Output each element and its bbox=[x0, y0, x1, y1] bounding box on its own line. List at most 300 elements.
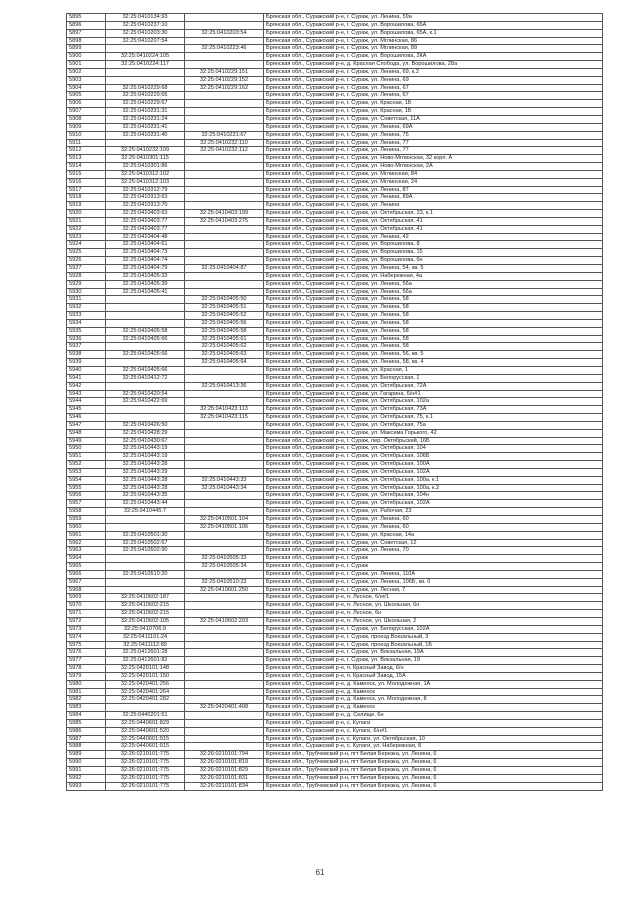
address-cell: Брянская обл., Суражский р-н, г. Сураж, ул. Октябрьская, 102а bbox=[264, 398, 603, 406]
building-number-cell bbox=[185, 390, 264, 398]
address-cell: Брянская обл., Суражский р-н, п. Лесное, 6/н#1 bbox=[264, 594, 603, 602]
parcel-number-cell: 32:25:0410405:66 bbox=[106, 366, 185, 374]
row-number-cell: 5950 bbox=[67, 445, 106, 453]
parcel-number-cell bbox=[106, 359, 185, 367]
row-number-cell: 5985 bbox=[67, 719, 106, 727]
address-cell: Брянская обл., Суражский р-н, п. Красный Завод, 6/н bbox=[264, 665, 603, 673]
address-cell: Брянская обл., Суражский р-н, г. Сураж, ул. Ленина, 77 bbox=[264, 139, 603, 147]
table-row bbox=[67, 115, 603, 123]
row-number-cell: 5948 bbox=[67, 429, 106, 437]
building-number-cell bbox=[185, 547, 264, 555]
table-row bbox=[67, 468, 603, 476]
building-number-cell: 32:25:0410501:104 bbox=[185, 516, 264, 524]
row-number-cell: 5976 bbox=[67, 649, 106, 657]
building-number-cell bbox=[185, 163, 264, 171]
address-cell: Брянская обл., Суражский р-н, д. Каменск bbox=[264, 688, 603, 696]
table-row bbox=[67, 594, 603, 602]
building-number-cell: 32:25:0410223:46 bbox=[185, 45, 264, 53]
building-number-cell: 32:25:0410404:87 bbox=[185, 265, 264, 273]
parcel-number-cell: 32:25:0410430:67 bbox=[106, 437, 185, 445]
address-cell: Брянская обл., Суражский р-н, г. Сураж, ул. Гагарина, 6/н#1 bbox=[264, 390, 603, 398]
table-row bbox=[67, 782, 603, 790]
address-cell: Брянская обл., Суражский р-н, г. Сураж, ул. Ленина, 60 bbox=[264, 516, 603, 524]
address-cell: Брянская обл., Суражский р-н, г. Сураж, ул. Ленина, 110А bbox=[264, 570, 603, 578]
parcel-number-cell: 32:26:0210101:775 bbox=[106, 759, 185, 767]
row-number-cell: 5946 bbox=[67, 414, 106, 422]
table-row bbox=[67, 476, 603, 484]
address-cell: Брянская обл., Суражский р-н, г. Сураж bbox=[264, 563, 603, 571]
row-number-cell: 5952 bbox=[67, 461, 106, 469]
row-number-cell: 5978 bbox=[67, 665, 106, 673]
row-number-cell: 5958 bbox=[67, 508, 106, 516]
parcel-number-cell: 32:25:0410502:67 bbox=[106, 539, 185, 547]
building-number-cell: 32:25:0410413:36 bbox=[185, 382, 264, 390]
parcel-number-cell: 32:25:0410443:44 bbox=[106, 500, 185, 508]
building-number-cell bbox=[185, 37, 264, 45]
row-number-cell: 5975 bbox=[67, 641, 106, 649]
table-row bbox=[67, 649, 603, 657]
table-row bbox=[67, 516, 603, 524]
table-row bbox=[67, 437, 603, 445]
row-number-cell: 5968 bbox=[67, 586, 106, 594]
row-number-cell: 5981 bbox=[67, 688, 106, 696]
address-cell: Брянская обл., Суражский р-н, п. Лесное, ул. Школьная, 6н bbox=[264, 602, 603, 610]
row-number-cell: 5973 bbox=[67, 625, 106, 633]
parcel-number-cell bbox=[106, 343, 185, 351]
table-row bbox=[67, 155, 603, 163]
building-number-cell bbox=[185, 712, 264, 720]
address-cell: Брянская обл., Суражский р-н, г. Сураж, ул. Набережная, 4а bbox=[264, 272, 603, 280]
address-cell: Брянская обл., Суражский р-н, г. Сураж, ул. Красная, 14а bbox=[264, 531, 603, 539]
building-number-cell bbox=[185, 61, 264, 69]
row-number-cell: 5930 bbox=[67, 288, 106, 296]
building-number-cell bbox=[185, 272, 264, 280]
row-number-cell: 5932 bbox=[67, 304, 106, 312]
address-cell: Брянская обл., Суражский р-н, г. Сураж, пер. Октябрьский, 16Б bbox=[264, 437, 603, 445]
table-row bbox=[67, 665, 603, 673]
table-row bbox=[67, 414, 603, 422]
table-row bbox=[67, 751, 603, 759]
row-number-cell: 5924 bbox=[67, 241, 106, 249]
table-row bbox=[67, 570, 603, 578]
parcel-number-cell bbox=[106, 304, 185, 312]
address-cell: Брянская обл., Суражский р-н, г. Сураж, ул. Октябрьская, 100а, к.2 bbox=[264, 484, 603, 492]
table-row bbox=[67, 712, 603, 720]
address-cell: Брянская обл., Суражский р-н, г. Сураж, ул. Советская, 11А bbox=[264, 115, 603, 123]
parcel-number-cell: 32:25:0411112:89 bbox=[106, 641, 185, 649]
row-number-cell: 5940 bbox=[67, 366, 106, 374]
address-cell: Брянская обл., Суражский р-н, г. Сураж, проезд Вокзальный, 1Б bbox=[264, 641, 603, 649]
table-row bbox=[67, 461, 603, 469]
building-number-cell bbox=[185, 14, 264, 22]
parcel-number-cell bbox=[106, 523, 185, 531]
parcel-number-cell: 32:25:0410501:30 bbox=[106, 531, 185, 539]
address-cell: Брянская обл., Суражский р-н, г. Сураж, ул. Ленина, 75 bbox=[264, 131, 603, 139]
building-number-cell bbox=[185, 21, 264, 29]
row-number-cell: 5979 bbox=[67, 672, 106, 680]
row-number-cell: 5907 bbox=[67, 108, 106, 116]
building-number-cell: 32:25:0410231:67 bbox=[185, 131, 264, 139]
address-cell: Брянская обл., Суражский р-н, г. Сураж, ул. Мглинская, 86 bbox=[264, 37, 603, 45]
parcel-number-cell: 32:25:0410224:105 bbox=[106, 53, 185, 61]
row-number-cell: 5937 bbox=[67, 343, 106, 351]
row-number-cell: 5931 bbox=[67, 296, 106, 304]
row-number-cell: 5900 bbox=[67, 53, 106, 61]
parcel-number-cell: 32:25:0410134:93 bbox=[106, 14, 185, 22]
row-number-cell: 5943 bbox=[67, 390, 106, 398]
building-number-cell: 32:25:0410229:152 bbox=[185, 76, 264, 84]
building-number-cell bbox=[185, 170, 264, 178]
building-number-cell: 32:25:0410405:50 bbox=[185, 296, 264, 304]
parcel-number-cell bbox=[106, 45, 185, 53]
address-cell: Брянская обл., Суражский р-н, г. Сураж, ул. Мглинская, 24 bbox=[264, 178, 603, 186]
parcel-number-cell: 32:25:0420401:256 bbox=[106, 680, 185, 688]
building-number-cell bbox=[185, 672, 264, 680]
building-number-cell bbox=[185, 445, 264, 453]
address-cell: Брянская обл., Суражский р-н, г. Сураж, ул. Октябрьская, 102А bbox=[264, 468, 603, 476]
row-number-cell: 5959 bbox=[67, 516, 106, 524]
row-number-cell: 5951 bbox=[67, 453, 106, 461]
row-number-cell: 5970 bbox=[67, 602, 106, 610]
row-number-cell: 5905 bbox=[67, 92, 106, 100]
building-number-cell bbox=[185, 92, 264, 100]
row-number-cell: 5911 bbox=[67, 139, 106, 147]
building-number-cell: 32:26:0210101:831 bbox=[185, 774, 264, 782]
table-row bbox=[67, 547, 603, 555]
parcel-number-cell: 32:25:0410312:103 bbox=[106, 178, 185, 186]
parcel-number-cell: 32:25:0410231:40 bbox=[106, 131, 185, 139]
row-number-cell: 5991 bbox=[67, 767, 106, 775]
table-row bbox=[67, 508, 603, 516]
row-number-cell: 5925 bbox=[67, 249, 106, 257]
building-number-cell bbox=[185, 398, 264, 406]
building-number-cell bbox=[185, 610, 264, 618]
row-number-cell: 5971 bbox=[67, 610, 106, 618]
registry-table-container bbox=[66, 13, 603, 791]
parcel-number-cell: 32:25:0410404:61 bbox=[106, 241, 185, 249]
table-row bbox=[67, 429, 603, 437]
parcel-number-cell: 32:25:0440601:829 bbox=[106, 719, 185, 727]
table-row bbox=[67, 170, 603, 178]
building-number-cell bbox=[185, 225, 264, 233]
parcel-number-cell: 32:25:0440201:51 bbox=[106, 712, 185, 720]
address-cell: Брянская обл., Суражский р-н, г. Сураж, ул. Ленина, 87 bbox=[264, 186, 603, 194]
building-number-cell: 32:25:0410405:56 bbox=[185, 319, 264, 327]
building-number-cell bbox=[185, 743, 264, 751]
parcel-number-cell: 32:25:0410405:58 bbox=[106, 327, 185, 335]
table-row bbox=[67, 241, 603, 249]
parcel-number-cell: 32:25:0410312:79 bbox=[106, 186, 185, 194]
building-number-cell bbox=[185, 249, 264, 257]
building-number-cell: 32:25:0410601:250 bbox=[185, 586, 264, 594]
parcel-number-cell: 32:25:0410510:20 bbox=[106, 570, 185, 578]
parcel-number-cell bbox=[106, 319, 185, 327]
table-row bbox=[67, 178, 603, 186]
row-number-cell: 5908 bbox=[67, 115, 106, 123]
table-row bbox=[67, 217, 603, 225]
building-number-cell bbox=[185, 453, 264, 461]
parcel-number-cell: 32:25:0410229:65 bbox=[106, 92, 185, 100]
row-number-cell: 5898 bbox=[67, 37, 106, 45]
address-cell: Брянская обл., Суражский р-н, г. Сураж, ул. Октябрьская, 100А bbox=[264, 461, 603, 469]
address-cell: Брянская обл., Трубчевский р-н, пгт Белая Березка, ул. Ленина, 6 bbox=[264, 767, 603, 775]
parcel-number-cell: 32:25:0410231:41 bbox=[106, 123, 185, 131]
address-cell: Брянская обл., Суражский р-н, г. Сураж, ул. Ворошилова, 65А bbox=[264, 21, 603, 29]
address-cell: Брянская обл., Суражский р-н, г. Сураж, ул. Ленина, 58 bbox=[264, 343, 603, 351]
table-row bbox=[67, 139, 603, 147]
row-number-cell: 5964 bbox=[67, 555, 106, 563]
address-cell: Брянская обл., Суражский р-н, г. Сураж, ул. Ленина, 58 bbox=[264, 296, 603, 304]
building-number-cell bbox=[185, 257, 264, 265]
row-number-cell: 5962 bbox=[67, 539, 106, 547]
address-cell: Брянская обл., Суражский р-н, г. Сураж, ул. Белорусская, 1 bbox=[264, 374, 603, 382]
parcel-number-cell: 32:25:0410405:66 bbox=[106, 351, 185, 359]
building-number-cell bbox=[185, 539, 264, 547]
table-row bbox=[67, 265, 603, 273]
parcel-number-cell: 32:25:0420401:282 bbox=[106, 696, 185, 704]
table-row bbox=[67, 743, 603, 751]
table-row bbox=[67, 53, 603, 61]
parcel-number-cell bbox=[106, 406, 185, 414]
table-row bbox=[67, 233, 603, 241]
registry-table bbox=[66, 13, 603, 791]
parcel-number-cell: 32:25:0410405:33 bbox=[106, 272, 185, 280]
building-number-cell: 32:25:0410405:63 bbox=[185, 351, 264, 359]
parcel-number-cell: 32:25:0410443:19 bbox=[106, 453, 185, 461]
address-cell: Брянская обл., Суражский р-н, г. Сураж, ул. Рабочая, 23 bbox=[264, 508, 603, 516]
building-number-cell bbox=[185, 633, 264, 641]
table-row bbox=[67, 531, 603, 539]
table-row bbox=[67, 539, 603, 547]
parcel-number-cell: 32:25:0410426:50 bbox=[106, 421, 185, 429]
table-row bbox=[67, 484, 603, 492]
parcel-number-cell bbox=[106, 586, 185, 594]
table-row bbox=[67, 610, 603, 618]
table-row bbox=[67, 147, 603, 155]
parcel-number-cell: 32:25:0410405:39 bbox=[106, 280, 185, 288]
address-cell: Брянская обл., Суражский р-н, г. Сураж, ул. Ворошилова, 65А, к.1 bbox=[264, 29, 603, 37]
building-number-cell bbox=[185, 468, 264, 476]
row-number-cell: 5922 bbox=[67, 225, 106, 233]
parcel-number-cell: 32:25:0410232:109 bbox=[106, 147, 185, 155]
row-number-cell: 5982 bbox=[67, 696, 106, 704]
parcel-number-cell: 32:25:0410405:41 bbox=[106, 288, 185, 296]
row-number-cell: 5910 bbox=[67, 131, 106, 139]
row-number-cell: 5992 bbox=[67, 774, 106, 782]
building-number-cell bbox=[185, 727, 264, 735]
parcel-number-cell bbox=[106, 555, 185, 563]
row-number-cell: 5987 bbox=[67, 735, 106, 743]
row-number-cell: 5977 bbox=[67, 657, 106, 665]
building-number-cell bbox=[185, 233, 264, 241]
parcel-number-cell bbox=[106, 296, 185, 304]
building-number-cell bbox=[185, 241, 264, 249]
address-cell: Брянская обл., Суражский р-н, г. Сураж, ул. Октябрьская, 102А bbox=[264, 500, 603, 508]
row-number-cell: 5967 bbox=[67, 578, 106, 586]
building-number-cell bbox=[185, 719, 264, 727]
table-row bbox=[67, 382, 603, 390]
address-cell: Брянская обл., Суражский р-н, д. Красная Слобода, ул. Ворошилова, 28а bbox=[264, 61, 603, 69]
row-number-cell: 5928 bbox=[67, 272, 106, 280]
table-row bbox=[67, 61, 603, 69]
table-row bbox=[67, 563, 603, 571]
address-cell: Брянская обл., Суражский р-н, г. Сураж, ул. Мглинская, 89 bbox=[264, 45, 603, 53]
address-cell: Брянская обл., Суражский р-н, д. Каменск bbox=[264, 704, 603, 712]
address-cell: Брянская обл., Суражский р-н, г. Сураж, ул. Ленина, 69, к.2 bbox=[264, 68, 603, 76]
table-row bbox=[67, 163, 603, 171]
row-number-cell: 5915 bbox=[67, 170, 106, 178]
row-number-cell: 5980 bbox=[67, 680, 106, 688]
address-cell: Брянская обл., Трубчевский р-н, пгт Белая Березка, ул. Ленина, 6 bbox=[264, 774, 603, 782]
building-number-cell: 32:26:0210101:834 bbox=[185, 782, 264, 790]
table-row bbox=[67, 45, 603, 53]
table-row bbox=[67, 586, 603, 594]
row-number-cell: 5945 bbox=[67, 406, 106, 414]
row-number-cell: 5934 bbox=[67, 319, 106, 327]
address-cell: Брянская обл., Суражский р-н, г. Сураж, ул. Ленина, 56а bbox=[264, 280, 603, 288]
building-number-cell: 32:25:0410232:110 bbox=[185, 139, 264, 147]
building-number-cell bbox=[185, 280, 264, 288]
building-number-cell bbox=[185, 688, 264, 696]
building-number-cell bbox=[185, 461, 264, 469]
table-row bbox=[67, 327, 603, 335]
building-number-cell bbox=[185, 500, 264, 508]
table-row bbox=[67, 37, 603, 45]
row-number-cell: 5941 bbox=[67, 374, 106, 382]
table-row bbox=[67, 76, 603, 84]
table-row bbox=[67, 21, 603, 29]
row-number-cell: 5903 bbox=[67, 76, 106, 84]
address-cell: Брянская обл., Суражский р-н, г. Сураж, ул. Ворошилова, 8 bbox=[264, 241, 603, 249]
table-row bbox=[67, 296, 603, 304]
address-cell: Брянская обл., Суражский р-н, г. Сураж, ул. Ленина, 67 bbox=[264, 84, 603, 92]
address-cell: Брянская обл., Суражский р-н, г. Сураж, ул. Октябрьская, 41 bbox=[264, 225, 603, 233]
building-number-cell bbox=[185, 108, 264, 116]
row-number-cell: 5901 bbox=[67, 61, 106, 69]
address-cell: Брянская обл., Трубчевский р-н, пгт Белая Березка, ул. Ленина, 6 bbox=[264, 751, 603, 759]
table-row bbox=[67, 257, 603, 265]
address-cell: Брянская обл., Суражский р-н, г. Сураж, ул. Ленина, 77 bbox=[264, 147, 603, 155]
parcel-number-cell: 32:25:0410422:69 bbox=[106, 398, 185, 406]
address-cell: Брянская обл., Суражский р-н, г. Сураж, ул. Октябрьская, 73А bbox=[264, 406, 603, 414]
address-cell: Брянская обл., Суражский р-н, г. Сураж, ул. Октябрьская, 106Б bbox=[264, 453, 603, 461]
table-row bbox=[67, 641, 603, 649]
building-number-cell bbox=[185, 155, 264, 163]
building-number-cell: 32:25:0410510:23 bbox=[185, 578, 264, 586]
row-number-cell: 5965 bbox=[67, 563, 106, 571]
parcel-number-cell: 32:25:0412601:28 bbox=[106, 649, 185, 657]
building-number-cell bbox=[185, 421, 264, 429]
address-cell: Брянская обл., Суражский р-н, г. Сураж, ул. Красная, 1Б bbox=[264, 108, 603, 116]
address-cell: Брянская обл., Суражский р-н, д. Селище, 6н bbox=[264, 712, 603, 720]
row-number-cell: 5953 bbox=[67, 468, 106, 476]
building-number-cell: 32:25:0410501:106 bbox=[185, 523, 264, 531]
address-cell: Брянская обл., Суражский р-н, г. Сураж, ул. Ленина, 54, кв. 5 bbox=[264, 265, 603, 273]
address-cell: Брянская обл., Суражский р-н, г. Сураж, ул. Ленина, 70 bbox=[264, 547, 603, 555]
row-number-cell: 5954 bbox=[67, 476, 106, 484]
parcel-number-cell bbox=[106, 139, 185, 147]
row-number-cell: 5990 bbox=[67, 759, 106, 767]
building-number-cell bbox=[185, 508, 264, 516]
address-cell: Брянская обл., Суражский р-н, д. Каменск, ул. Молодежная, 8 bbox=[264, 696, 603, 704]
building-number-cell bbox=[185, 570, 264, 578]
parcel-number-cell: 32:25:0440601:915 bbox=[106, 735, 185, 743]
building-number-cell: 32:25:0410229:151 bbox=[185, 68, 264, 76]
parcel-number-cell: 32:25:0420101:148 bbox=[106, 665, 185, 673]
address-cell: Брянская обл., Суражский р-н, с. Кулаги, ул. Набережная, 8 bbox=[264, 743, 603, 751]
building-number-cell bbox=[185, 492, 264, 500]
row-number-cell: 5895 bbox=[67, 14, 106, 22]
row-number-cell: 5955 bbox=[67, 484, 106, 492]
address-cell: Брянская обл., Суражский р-н, г. Сураж, проезд Вокзальный, 3 bbox=[264, 633, 603, 641]
parcel-number-cell: 32:25:0410403:77 bbox=[106, 217, 185, 225]
row-number-cell: 5972 bbox=[67, 617, 106, 625]
building-number-cell: 32:25:0410443:34 bbox=[185, 484, 264, 492]
address-cell: Брянская обл., Суражский р-н, г. Сураж, ул. Максима Горького, 42 bbox=[264, 429, 603, 437]
address-cell: Брянская обл., Суражский р-н, г. Сураж, ул. Октябрьская, 23, к.1 bbox=[264, 210, 603, 218]
building-number-cell: 32:25:0420401:408 bbox=[185, 704, 264, 712]
building-number-cell bbox=[185, 680, 264, 688]
parcel-number-cell bbox=[106, 704, 185, 712]
parcel-number-cell: 32:25:0410237:10 bbox=[106, 21, 185, 29]
building-number-cell bbox=[185, 625, 264, 633]
parcel-number-cell: 32:25:0410443:19 bbox=[106, 445, 185, 453]
row-number-cell: 5993 bbox=[67, 782, 106, 790]
table-row bbox=[67, 194, 603, 202]
table-row bbox=[67, 14, 603, 22]
building-number-cell: 32:26:0210101:829 bbox=[185, 767, 264, 775]
table-row bbox=[67, 523, 603, 531]
parcel-number-cell: 32:25:0410312:102 bbox=[106, 170, 185, 178]
building-number-cell bbox=[185, 429, 264, 437]
table-row bbox=[67, 272, 603, 280]
parcel-number-cell: 32:25:0440601:915 bbox=[106, 743, 185, 751]
table-row bbox=[67, 727, 603, 735]
table-row bbox=[67, 100, 603, 108]
row-number-cell: 5938 bbox=[67, 351, 106, 359]
row-number-cell: 5917 bbox=[67, 186, 106, 194]
table-row bbox=[67, 249, 603, 257]
table-row bbox=[67, 304, 603, 312]
parcel-number-cell: 32:25:0410445:7 bbox=[106, 508, 185, 516]
table-row bbox=[67, 602, 603, 610]
parcel-number-cell: 32:25:0440601:520 bbox=[106, 727, 185, 735]
parcel-number-cell: 32:25:0410443:28 bbox=[106, 476, 185, 484]
table-row bbox=[67, 68, 603, 76]
row-number-cell: 5949 bbox=[67, 437, 106, 445]
address-cell: Брянская обл., Суражский р-н, г. Сураж, ул. Ново-Мглинская, 32 корп. А bbox=[264, 155, 603, 163]
building-number-cell: 32:25:0410405:51 bbox=[185, 304, 264, 312]
building-number-cell: 32:25:0410423:115 bbox=[185, 414, 264, 422]
address-cell: Брянская обл., Суражский р-н, г. Сураж, ул. Белорусская, 102А bbox=[264, 625, 603, 633]
table-row bbox=[67, 406, 603, 414]
table-row bbox=[67, 759, 603, 767]
row-number-cell: 5929 bbox=[67, 280, 106, 288]
row-number-cell: 5957 bbox=[67, 500, 106, 508]
row-number-cell: 5897 bbox=[67, 29, 106, 37]
address-cell: Брянская обл., Суражский р-н, п. Лесное, 6н bbox=[264, 610, 603, 618]
parcel-number-cell: 32:25:0410229:68 bbox=[106, 84, 185, 92]
row-number-cell: 5926 bbox=[67, 257, 106, 265]
table-row bbox=[67, 688, 603, 696]
address-cell: Брянская обл., Суражский р-н, п. Красный Завод, 15А bbox=[264, 672, 603, 680]
parcel-number-cell: 32:26:0210101:775 bbox=[106, 767, 185, 775]
building-number-cell bbox=[185, 288, 264, 296]
address-cell: Брянская обл., Суражский р-н, г. Сураж, ул. Ленина bbox=[264, 202, 603, 210]
parcel-number-cell: 32:25:0410602:215 bbox=[106, 610, 185, 618]
building-number-cell bbox=[185, 665, 264, 673]
parcel-number-cell: 32:25:0410602:105 bbox=[106, 617, 185, 625]
